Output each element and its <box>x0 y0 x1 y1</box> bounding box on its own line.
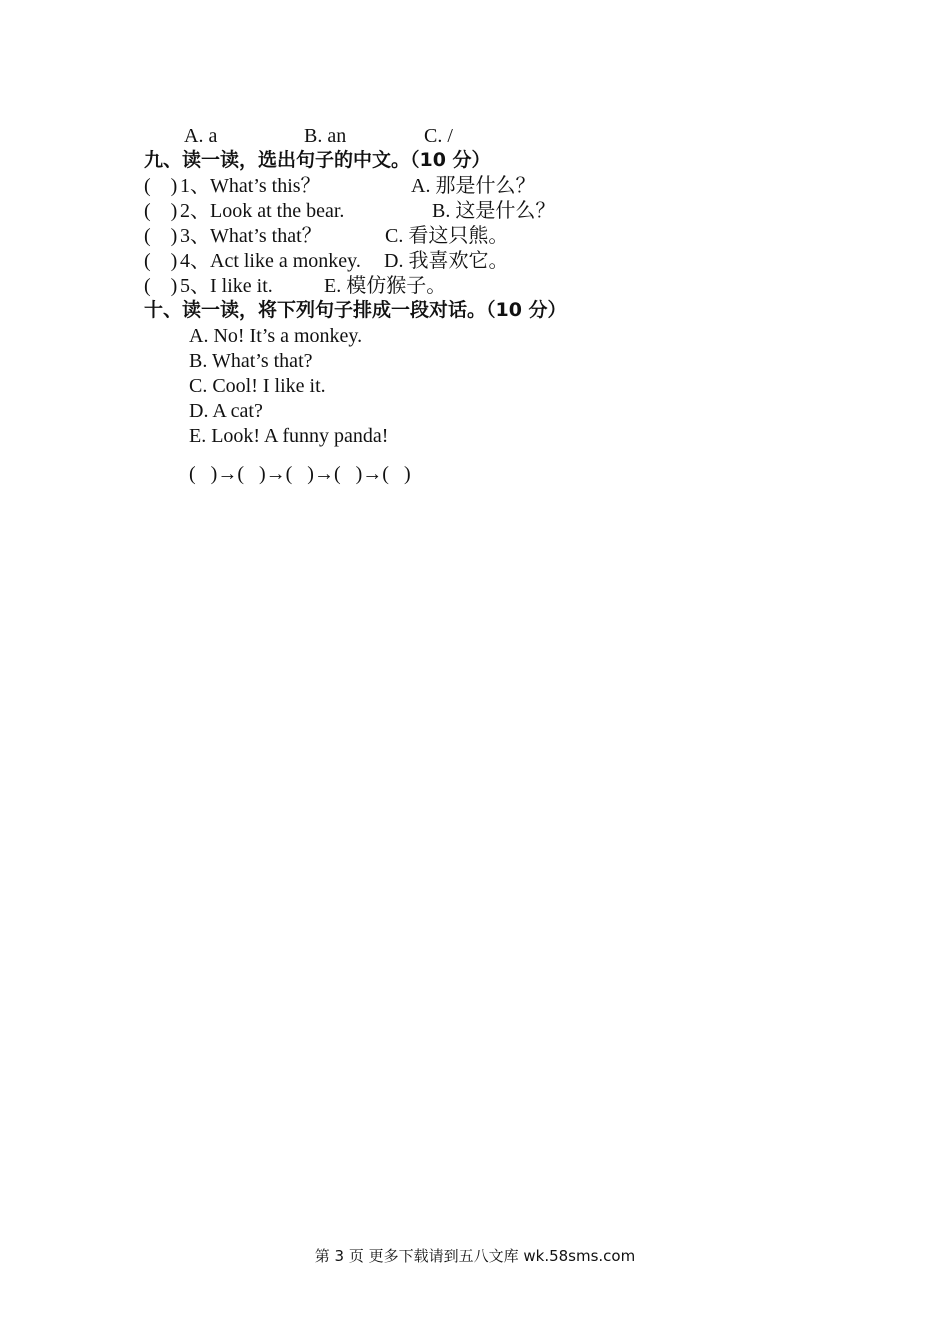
s9-option-e: E. 模仿猴子。 <box>324 275 447 297</box>
s9-question-4: 4、Act like a monkey. <box>180 250 361 272</box>
s9-option-b: B. 这是什么？ <box>432 200 556 222</box>
s10-item-b: B. What’s that? <box>189 350 313 372</box>
s9-blank-4: ( ) <box>144 250 178 272</box>
prev-option-c: C. / <box>424 125 453 147</box>
section9-title: 九、读一读，选出句子的中文。（10 分） <box>144 149 491 171</box>
s9-question-5: 5、I like it. <box>180 275 273 297</box>
s10-answer-line: ( )→( )→( )→( )→( ) <box>189 463 411 485</box>
s10-item-c: C. Cool! I like it. <box>189 375 326 397</box>
s9-question-3: 3、What’s that？ <box>180 225 322 247</box>
s9-option-d: D. 我喜欢它。 <box>384 250 509 272</box>
s9-question-2: 2、Look at the bear. <box>180 200 345 222</box>
prev-option-a: A. a <box>184 125 218 147</box>
section10-title: 十、读一读，将下列句子排成一段对话。（10 分） <box>144 299 567 321</box>
s9-question-1: 1、What’s this？ <box>180 175 321 197</box>
s9-option-c: C. 看这只熊。 <box>385 225 509 247</box>
s9-blank-5: ( ) <box>144 275 178 297</box>
prev-option-b: B. an <box>304 125 347 147</box>
s10-item-e: E. Look! A funny panda! <box>189 425 389 447</box>
s10-item-d: D. A cat? <box>189 400 263 422</box>
s9-blank-2: ( ) <box>144 200 178 222</box>
s10-item-a: A. No! It’s a monkey. <box>189 325 363 347</box>
page-footer: 第 3 页 更多下载请到五八文库 wk.58sms.com <box>314 1247 636 1265</box>
s9-blank-3: ( ) <box>144 225 178 247</box>
s9-blank-1: ( ) <box>144 175 178 197</box>
s9-option-a: A. 那是什么？ <box>411 175 536 197</box>
